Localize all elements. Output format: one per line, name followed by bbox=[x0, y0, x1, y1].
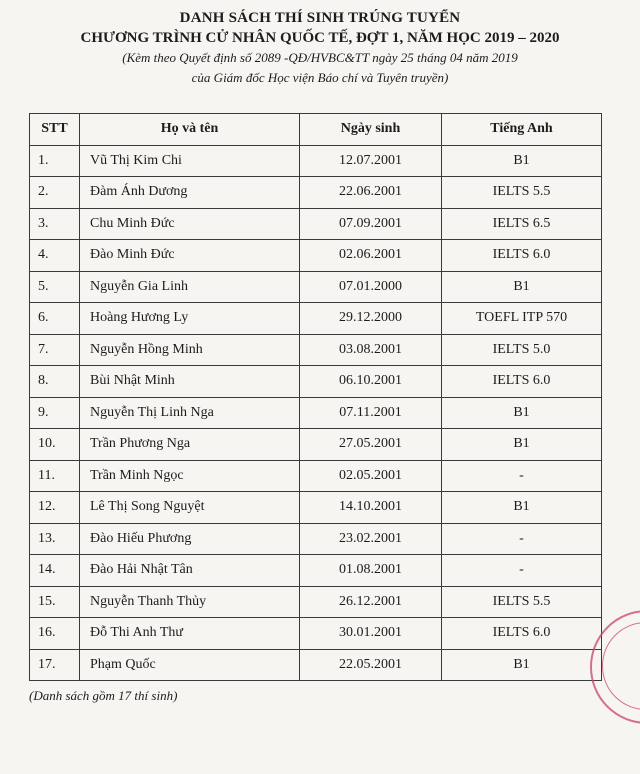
cell-dob: 06.10.2001 bbox=[300, 366, 442, 398]
table-row bbox=[30, 586, 602, 618]
cell-name: Trần Phương Nga bbox=[80, 429, 300, 461]
cell-name: Nguyễn Hồng Minh bbox=[80, 334, 300, 366]
cell-dob: 14.10.2001 bbox=[300, 492, 442, 524]
cell-english: IELTS 6.0 bbox=[442, 618, 602, 650]
cell-stt: 9. bbox=[30, 397, 80, 429]
cell-dob: 12.07.2001 bbox=[300, 145, 442, 177]
cell-dob: 30.01.2001 bbox=[300, 618, 442, 650]
cell-dob: 07.01.2000 bbox=[300, 271, 442, 303]
cell-name: Đào Minh Đức bbox=[80, 240, 300, 272]
document-header bbox=[0, 8, 640, 88]
cell-dob: 03.08.2001 bbox=[300, 334, 442, 366]
header-english: Tiếng Anh bbox=[442, 114, 602, 146]
table-row bbox=[30, 208, 602, 240]
table-row bbox=[30, 177, 602, 209]
cell-stt: 3. bbox=[30, 208, 80, 240]
footnote: (Danh sách gồm 17 thí sinh) bbox=[29, 688, 178, 703]
cell-dob: 07.11.2001 bbox=[300, 397, 442, 429]
table-row bbox=[30, 303, 602, 335]
cell-dob: 01.08.2001 bbox=[300, 555, 442, 587]
table-row bbox=[30, 523, 602, 555]
cell-english: IELTS 5.0 bbox=[442, 334, 602, 366]
cell-stt: 5. bbox=[30, 271, 80, 303]
cell-english: B1 bbox=[442, 649, 602, 681]
cell-name: Đào Hải Nhật Tân bbox=[80, 555, 300, 587]
table-row bbox=[30, 618, 602, 650]
cell-name: Đỗ Thi Anh Thư bbox=[80, 618, 300, 650]
header-stt: STT bbox=[30, 114, 80, 146]
cell-english: - bbox=[442, 460, 602, 492]
table-row bbox=[30, 460, 602, 492]
cell-english: B1 bbox=[442, 145, 602, 177]
cell-english: B1 bbox=[442, 397, 602, 429]
cell-name: Nguyễn Thanh Thủy bbox=[80, 586, 300, 618]
cell-english: TOEFL ITP 570 bbox=[442, 303, 602, 335]
table-header-row bbox=[30, 114, 602, 146]
document-title: DANH SÁCH THÍ SINH TRÚNG TUYỂN bbox=[179, 10, 461, 26]
cell-dob: 26.12.2001 bbox=[300, 586, 442, 618]
header-dob: Ngày sinh bbox=[300, 114, 442, 146]
cell-dob: 07.09.2001 bbox=[300, 208, 442, 240]
cell-stt: 1. bbox=[30, 145, 80, 177]
cell-english: - bbox=[442, 555, 602, 587]
cell-dob: 27.05.2001 bbox=[300, 429, 442, 461]
table-row bbox=[30, 271, 602, 303]
cell-dob: 02.06.2001 bbox=[300, 240, 442, 272]
cell-stt: 11. bbox=[30, 460, 80, 492]
cell-dob: 29.12.2000 bbox=[300, 303, 442, 335]
cell-stt: 14. bbox=[30, 555, 80, 587]
cell-dob: 22.05.2001 bbox=[300, 649, 442, 681]
cell-english: - bbox=[442, 523, 602, 555]
cell-stt: 15. bbox=[30, 586, 80, 618]
cell-english: B1 bbox=[442, 271, 602, 303]
decision-issuer: của Giám đốc Học viện Báo chí và Tuyên truyền) bbox=[191, 70, 449, 85]
cell-name: Nguyễn Gia Linh bbox=[80, 271, 300, 303]
cell-dob: 02.05.2001 bbox=[300, 460, 442, 492]
table-row bbox=[30, 366, 602, 398]
cell-name: Bùi Nhật Minh bbox=[80, 366, 300, 398]
cell-name: Trần Minh Ngọc bbox=[80, 460, 300, 492]
cell-name: Đào Hiếu Phương bbox=[80, 523, 300, 555]
cell-stt: 2. bbox=[30, 177, 80, 209]
cell-stt: 4. bbox=[30, 240, 80, 272]
table-row bbox=[30, 555, 602, 587]
table-row bbox=[30, 429, 602, 461]
cell-english: IELTS 6.5 bbox=[442, 208, 602, 240]
cell-name: Đàm Ánh Dương bbox=[80, 177, 300, 209]
cell-name: Hoàng Hương Ly bbox=[80, 303, 300, 335]
cell-name: Vũ Thị Kim Chi bbox=[80, 145, 300, 177]
cell-stt: 13. bbox=[30, 523, 80, 555]
table-row bbox=[30, 397, 602, 429]
cell-dob: 23.02.2001 bbox=[300, 523, 442, 555]
cell-name: Phạm Quốc bbox=[80, 649, 300, 681]
cell-name: Nguyễn Thị Linh Nga bbox=[80, 397, 300, 429]
cell-dob: 22.06.2001 bbox=[300, 177, 442, 209]
official-seal-inner-ring bbox=[602, 622, 640, 710]
cell-english: IELTS 5.5 bbox=[442, 586, 602, 618]
header-name: Họ và tên bbox=[80, 114, 300, 146]
cell-stt: 16. bbox=[30, 618, 80, 650]
table-row bbox=[30, 334, 602, 366]
table-row bbox=[30, 649, 602, 681]
cell-name: Lê Thị Song Nguyệt bbox=[80, 492, 300, 524]
table-row bbox=[30, 492, 602, 524]
table-row bbox=[30, 240, 602, 272]
cell-stt: 17. bbox=[30, 649, 80, 681]
table-row bbox=[30, 145, 602, 177]
cell-english: IELTS 6.0 bbox=[442, 366, 602, 398]
cell-english: B1 bbox=[442, 429, 602, 461]
cell-name: Chu Minh Đức bbox=[80, 208, 300, 240]
cell-stt: 8. bbox=[30, 366, 80, 398]
cell-english: IELTS 5.5 bbox=[442, 177, 602, 209]
decision-reference: (Kèm theo Quyết định số 2089 -QĐ/HVBC&TT ngày 25 tháng 04 năm 2019 bbox=[122, 50, 518, 65]
cell-stt: 6. bbox=[30, 303, 80, 335]
cell-stt: 10. bbox=[30, 429, 80, 461]
cell-english: B1 bbox=[442, 492, 602, 524]
cell-stt: 7. bbox=[30, 334, 80, 366]
document-subtitle-program: CHƯƠNG TRÌNH CỬ NHÂN QUỐC TẾ, ĐỢT 1, NĂM HỌC 2019 – 2020 bbox=[80, 30, 560, 46]
cell-english: IELTS 6.0 bbox=[442, 240, 602, 272]
cell-stt: 12. bbox=[30, 492, 80, 524]
candidates-table bbox=[29, 113, 602, 681]
